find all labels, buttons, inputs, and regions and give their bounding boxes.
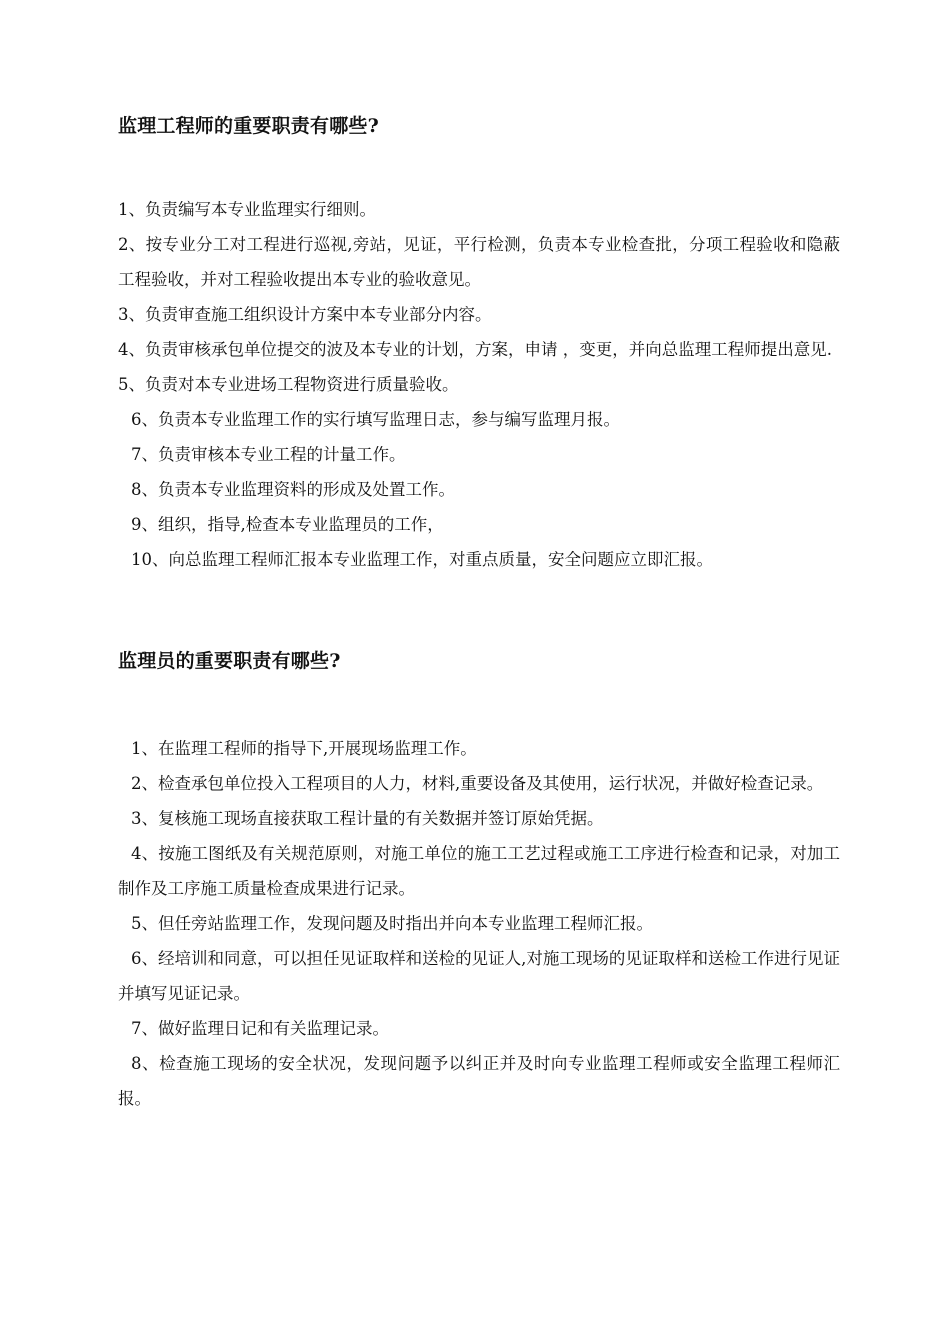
section-heading: 监理工程师的重要职责有哪些? xyxy=(118,115,379,137)
list-item: 6、经培训和同意，可以担任见证取样和送检的见证人,对施工现场的见证取样和送检工作进行见证并填写见证记录。 xyxy=(118,949,840,1003)
list-item: 7、负责审核本专业工程的计量工作。 xyxy=(131,445,406,464)
list-item: 2、检查承包单位投入工程项目的人力，材料,重要设备及其使用，运行状况，并做好检查记录。 xyxy=(131,774,824,793)
section-heading: 监理员的重要职责有哪些? xyxy=(118,650,341,672)
section-engineer-duties xyxy=(118,112,840,577)
list-item: 4、按施工图纸及有关规范原则，对施工单位的施工工艺过程或施工工序进行检查和记录，对加工制作及工序施工质量检查成果进行记录。 xyxy=(118,844,840,898)
list-item: 1、在监理工程师的指导下,开展现场监理工作。 xyxy=(131,739,477,758)
list-item: 3、负责审查施工组织设计方案中本专业部分内容。 xyxy=(118,305,492,324)
list-item: 5、但任旁站监理工作，发现问题及时指出并向本专业监理工程师汇报。 xyxy=(131,914,653,933)
list-item: 10、向总监理工程师汇报本专业监理工作，对重点质量，安全问题应立即汇报。 xyxy=(131,550,713,569)
list-item: 5、负责对本专业进场工程物资进行质量验收。 xyxy=(118,375,459,394)
section-supervisor-duties xyxy=(118,647,840,1116)
duty-list xyxy=(118,731,840,1116)
list-item: 8、负责本专业监理资料的形成及处置工作。 xyxy=(131,480,455,499)
duty-list xyxy=(118,192,840,577)
list-item: 8、检查施工现场的安全状况，发现问题予以纠正并及时向专业监理工程师或安全监理工程师汇报。 xyxy=(118,1054,840,1108)
list-item: 2、按专业分工对工程进行巡视,旁站，见证，平行检测，负责本专业检查批，分项工程验收和隐蔽工程验收，并对工程验收提出本专业的验收意见。 xyxy=(118,235,840,289)
list-item: 6、负责本专业监理工作的实行填写监理日志，参与编写监理月报。 xyxy=(131,410,620,429)
list-item: 3、复核施工现场直接获取工程计量的有关数据并签订原始凭据。 xyxy=(131,809,604,828)
list-item: 4、负责审核承包单位提交的波及本专业的计划，方案，申请 ，变更，并向总监理工程师提出意见. xyxy=(118,340,832,359)
list-item: 9、组织，指导,检查本专业监理员的工作， xyxy=(131,515,444,534)
list-item: 1、负责编写本专业监理实行细则。 xyxy=(118,200,376,219)
list-item: 7、做好监理日记和有关监理记录。 xyxy=(131,1019,389,1038)
